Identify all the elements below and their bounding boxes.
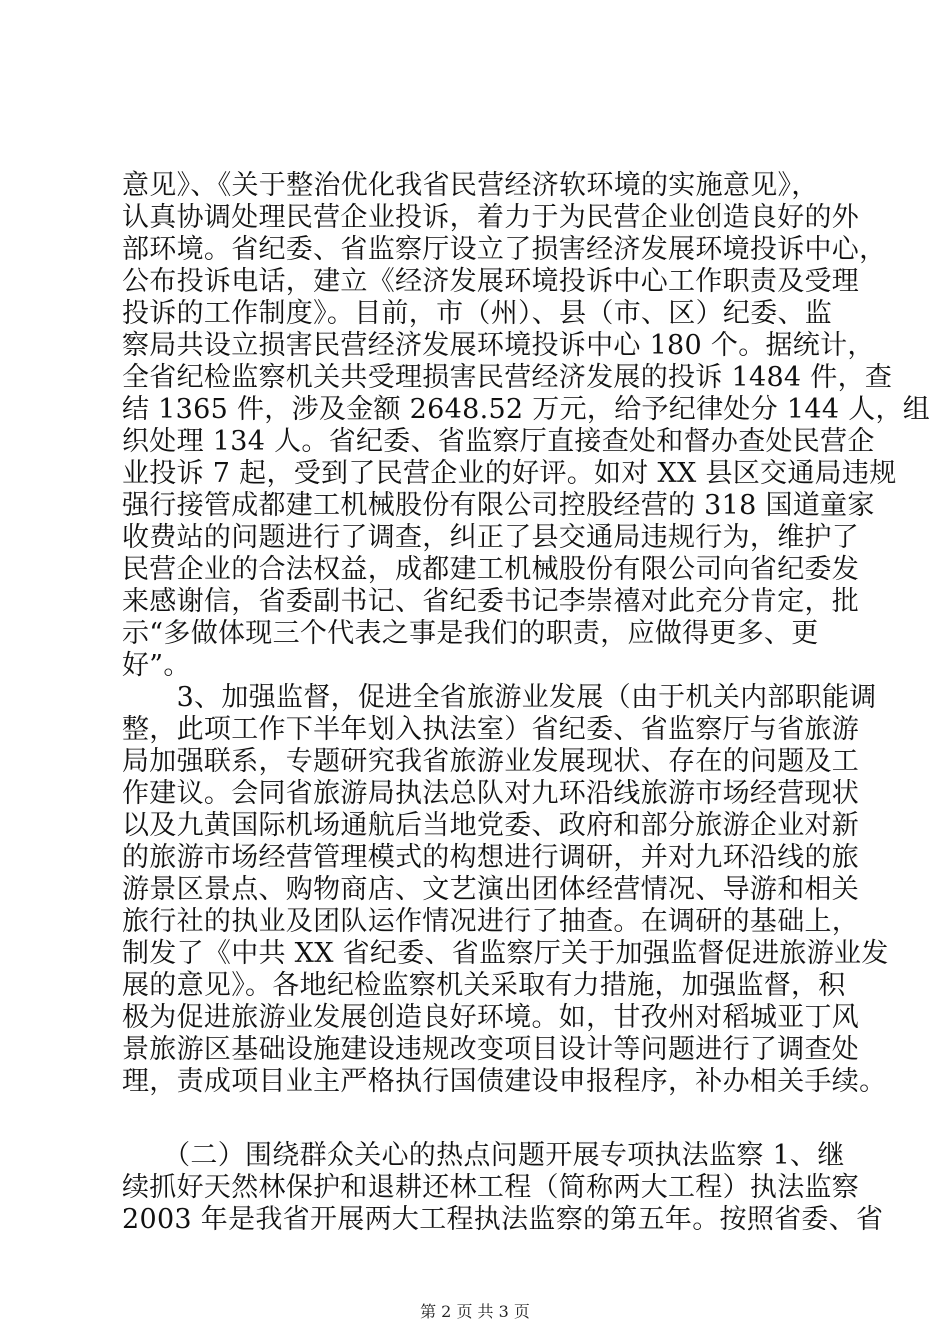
text-line: 民营企业的合法权益，成都建工机械股份有限公司向省纪委发 [122, 554, 860, 585]
text-line: 示“多做体现三个代表之事是我们的职责，应做得更多、更 [122, 618, 819, 649]
text-line: 局加强联系，专题研究我省旅游业发展现状、存在的问题及工 [122, 746, 860, 777]
text-line: 以及九黄国际机场通航后当地党委、政府和部分旅游企业对新 [122, 810, 860, 841]
text-line: 全省纪检监察机关共受理损害民营经济发展的投诉 1484 件，查 [122, 362, 893, 393]
section-line: 续抓好天然林保护和退耕还林工程（简称两大工程）执法监察 [122, 1172, 860, 1203]
text-line: 部环境。省纪委、省监察厅设立了损害经济发展环境投诉中心， [122, 234, 887, 265]
text-line: 极为促进旅游业发展创造良好环境。如，甘孜州对稻城亚丁风 [122, 1002, 860, 1033]
text-line: 业投诉 7 起，受到了民营企业的好评。如对 XX 县区交通局违规 [122, 458, 897, 489]
text-line: 好”。 [122, 650, 191, 681]
text-line: 旅行社的执业及团队运作情况进行了抽查。在调研的基础上， [122, 906, 860, 937]
text-line: 察局共设立损害民营经济发展环境投诉中心 180 个。据统计， [122, 330, 875, 361]
text-line: 公布投诉电话，建立《经济发展环境投诉中心工作职责及受理 [122, 266, 860, 297]
text-line: 结 1365 件，涉及金额 2648.52 万元，给予纪律处分 144 人，组 [122, 394, 931, 425]
text-line: 理，责成项目业主严格执行国债建设申报程序，补办相关手续。 [122, 1066, 887, 1097]
section-line: （二）围绕群众关心的热点问题开展专项执法监察 1、继 [122, 1140, 845, 1171]
text-line: 作建议。会同省旅游局执法总队对九环沿线旅游市场经营现状 [122, 778, 860, 809]
text-line: 投诉的工作制度》。目前，市（州）、县（市、区）纪委、监 [122, 298, 833, 329]
text-line: 意见》、《关于整治优化我省民营经济软环境的实施意见》， [122, 170, 819, 201]
text-line: 来感谢信，省委副书记、省纪委书记李崇禧对此充分肯定，批 [122, 586, 860, 617]
section-line: 2003 年是我省开展两大工程执法监察的第五年。按照省委、省 [122, 1204, 884, 1235]
document-body [122, 170, 931, 1236]
text-line: 制发了《中共 XX 省纪委、省监察厅关于加强监督促进旅游业发 [122, 938, 889, 969]
text-line: 认真协调处理民营企业投诉，着力于为民营企业创造良好的外 [122, 202, 860, 233]
text-line: 游景区景点、购物商店、文艺演出团体经营情况、导游和相关 [122, 874, 860, 905]
text-line: 3、加强监督，促进全省旅游业发展（由于机关内部职能调 [122, 682, 877, 713]
text-line: 织处理 134 人。省纪委、省监察厅直接查处和督办查处民营企 [122, 426, 875, 457]
text-line: 收费站的问题进行了调查，纠正了县交通局违规行为，维护了 [122, 522, 860, 553]
text-line: 强行接管成都建工机械股份有限公司控股经营的 318 国道童家 [122, 490, 875, 521]
text-line: 展的意见》。各地纪检监察机关采取有力措施，加强监督，积 [122, 970, 846, 1001]
page-footer: 第 2 页 共 3 页 [420, 1302, 530, 1321]
text-line: 整，此项工作下半年划入执法室）省纪委、省监察厅与省旅游 [122, 714, 860, 745]
text-line: 的旅游市场经营管理模式的构想进行调研，并对九环沿线的旅 [122, 842, 860, 873]
text-line: 景旅游区基础设施建设违规改变项目设计等问题进行了调查处 [122, 1034, 860, 1065]
paragraph-gap [122, 1098, 842, 1140]
